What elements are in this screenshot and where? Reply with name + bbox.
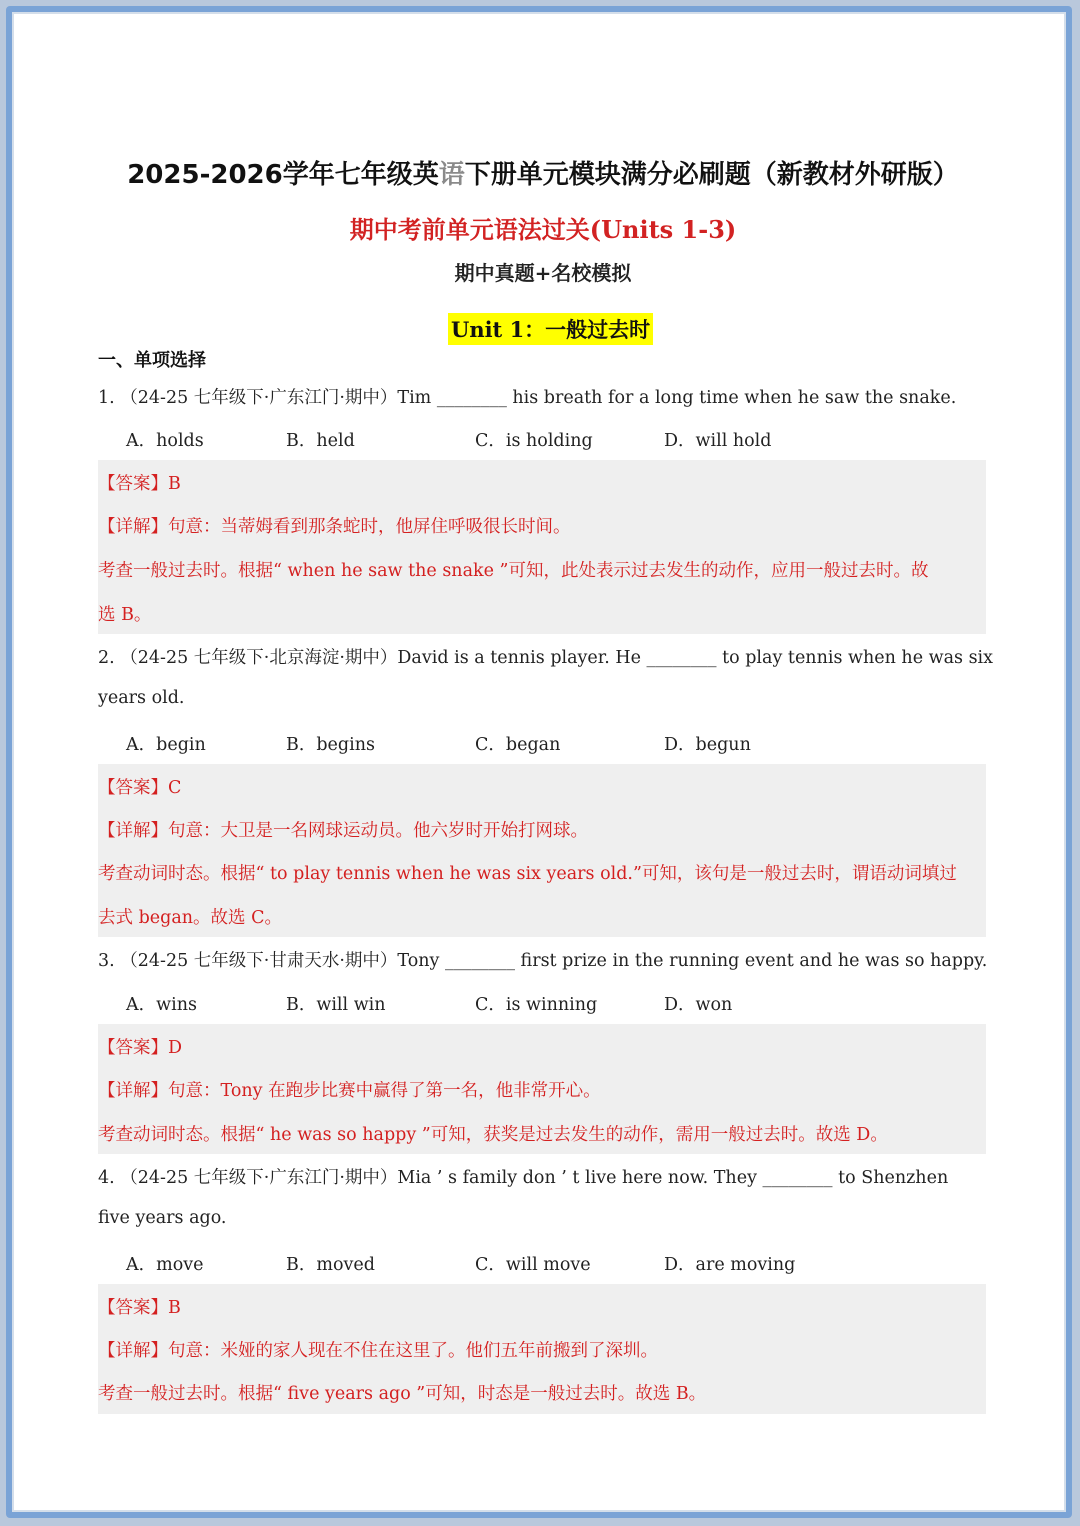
q1-option-d: D．will hold (664, 431, 772, 451)
q2-option-b: B．begins (286, 735, 375, 755)
q3-option-a: A．wins (126, 995, 197, 1015)
q3-option-b: B．will win (286, 995, 386, 1015)
section-heading: 一、单项选择 (98, 350, 206, 371)
q4-option-a: A．move (126, 1255, 204, 1275)
q2-explain-line-3: 去式 began。故选 C。 (98, 908, 282, 928)
q2-option-c: C．began (475, 735, 561, 755)
q4-explain-line-2: 考查一般过去时。根据“ five years ago ”可知，时态是一般过去时。故选 B。 (98, 1384, 707, 1404)
question-2-text-cont: years old. (98, 688, 185, 708)
title-text-2: 下册单元模块满分必刷题（新教材外研版） (464, 160, 959, 190)
question-2-text: 2. （24-25 七年级下·北京海淀·期中）David is a tennis player. He ________ to play tennis when he was six (98, 648, 994, 668)
q1-answer: 【答案】B (98, 474, 181, 494)
q2-explain-line-1: 【详解】句意：大卫是一名网球运动员。他六岁时开始打网球。 (98, 821, 588, 841)
question-1-text: 1. （24-25 七年级下·广东江门·期中）Tim ________ his breath for a long time when he saw the snake. (98, 388, 957, 408)
q2-option-d: D．begun (664, 735, 751, 755)
q4-answer: 【答案】B (98, 1298, 181, 1318)
title-text-gray: 语 (438, 160, 465, 190)
q1-option-c: C．is holding (475, 431, 593, 451)
q2-explain-line-2: 考查动词时态。根据“ to play tennis when he was six years old.”可知，该句是一般过去时，谓语动词填过 (98, 864, 957, 884)
q3-explain-line-2: 考查动词时态。根据“ he was so happy ”可知，获奖是过去发生的动作，需用一般过去时。故选 D。 (98, 1125, 888, 1145)
document-subtitle: 期中考前单元语法过关(Units 1-3) (349, 215, 737, 244)
q1-option-a: A．holds (126, 431, 204, 451)
q3-option-d: D．won (664, 995, 733, 1015)
q1-option-b: B．held (286, 431, 355, 451)
q3-explain-line-1: 【详解】句意：Tony 在跑步比赛中赢得了第一名，他非常开心。 (98, 1081, 601, 1101)
q2-answer: 【答案】C (98, 778, 182, 798)
q1-explain-line-1: 【详解】句意：当蒂姆看到那条蛇时，他屏住呼吸很长时间。 (98, 517, 571, 537)
question-3-text: 3. （24-25 七年级下·甘肃天水·期中）Tony ________ first prize in the running event and he was so happy. (98, 951, 988, 971)
q2-option-a: A．begin (126, 735, 206, 755)
q1-explain-line-2: 考查一般过去时。根据“ when he saw the snake ”可知，此处表示过去发生的动作，应用一般过去时。故 (98, 561, 929, 581)
unit-heading: Unit 1：一般过去时 (448, 313, 653, 345)
question-4-text: 4. （24-25 七年级下·广东江门·期中）Mia ’ s family don ’ t live here now. They ________ to Shenzhen (98, 1168, 949, 1188)
document-subsubtitle: 期中真题+名校模拟 (454, 261, 632, 285)
q4-option-b: B．moved (286, 1255, 375, 1275)
document-title (98, 154, 988, 191)
q1-explain-line-3: 选 B。 (98, 605, 152, 625)
q1-answer-box (98, 460, 986, 634)
q4-option-c: C．will move (475, 1255, 591, 1275)
title-text-1: 2025-2026学年七年级英 (127, 160, 439, 190)
question-4-text-cont: five years ago. (98, 1208, 227, 1228)
q3-option-c: C．is winning (475, 995, 598, 1015)
q3-answer: 【答案】D (98, 1038, 183, 1058)
q4-option-d: D．are moving (664, 1255, 796, 1275)
q4-explain-line-1: 【详解】句意：米娅的家人现在不住在这里了。他们五年前搬到了深圳。 (98, 1341, 658, 1361)
document-page (12, 12, 1066, 1512)
